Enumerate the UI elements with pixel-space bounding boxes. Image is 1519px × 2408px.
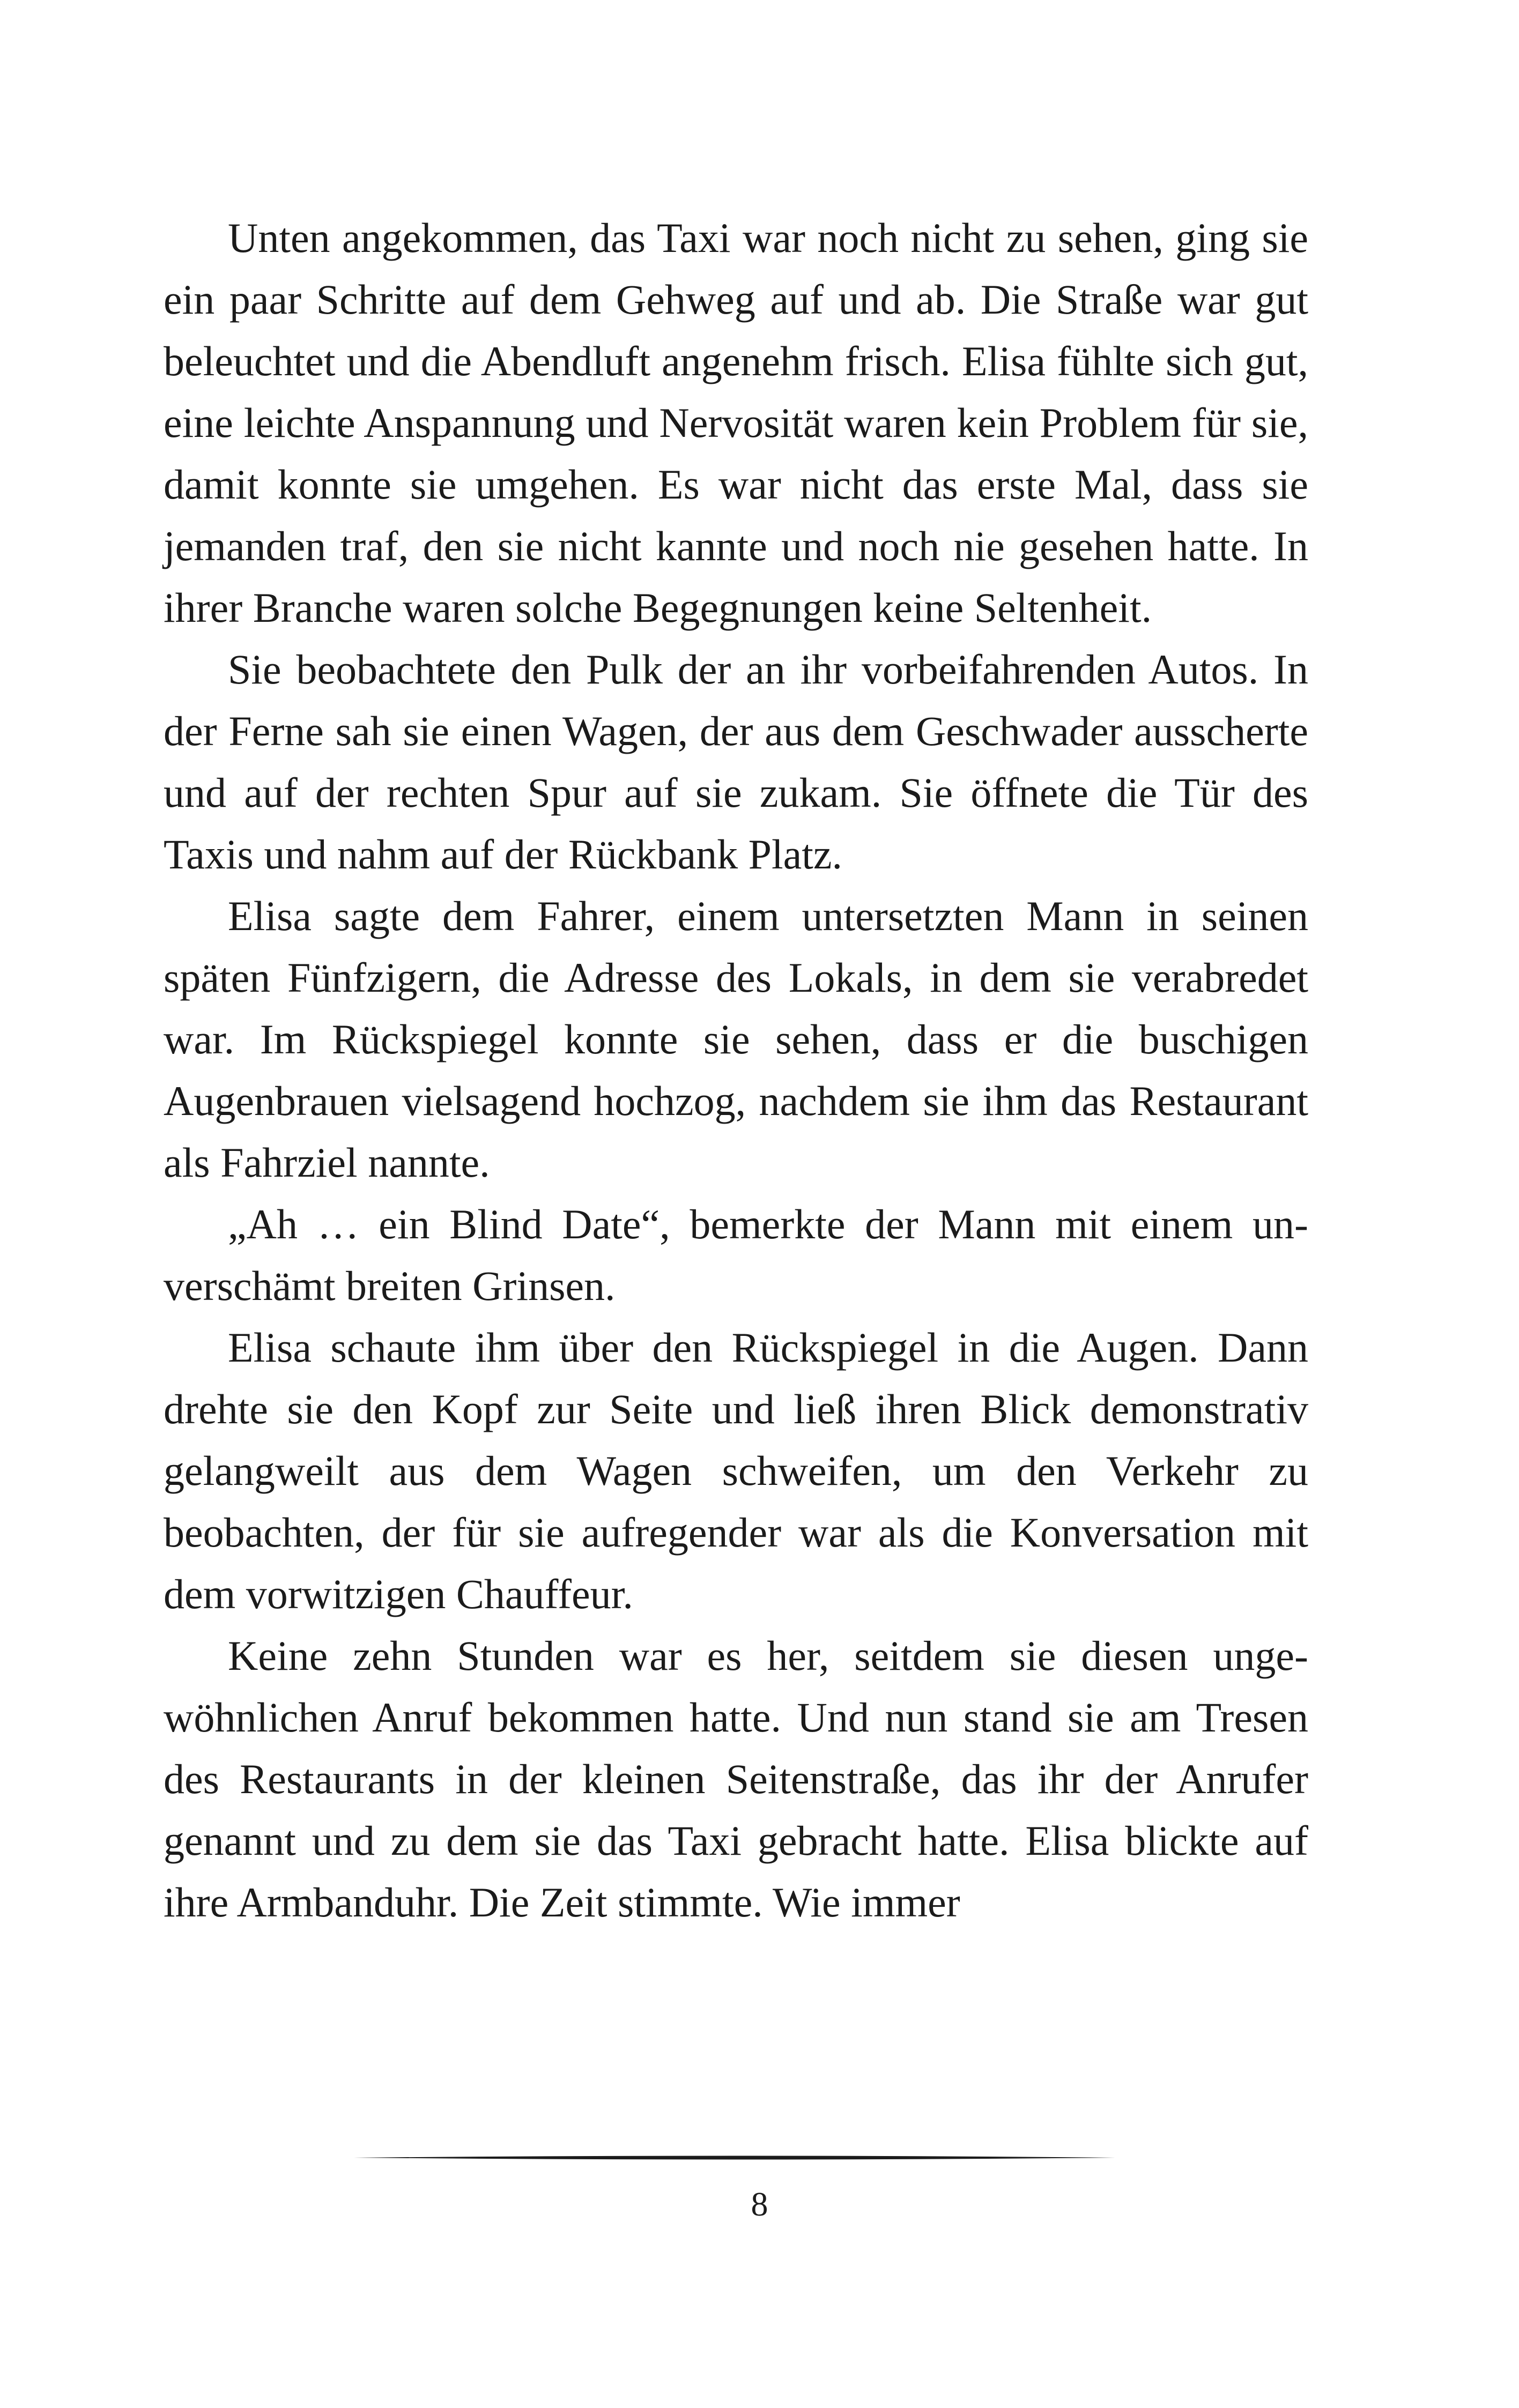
paragraph-4: „Ah … ein Blind Date“, bemerkte der Mann mit einem unverschämt breiten Grinsen. xyxy=(164,1201,1308,1309)
body-text xyxy=(164,207,1308,1933)
paragraph-5: Elisa schaute ihm über den Rückspiegel in die Augen. Dann drehte sie den Kopf zur Seite und ließ ihren Blick demonstrativ gelangweilt aus dem Wagen schweifen, um den Verkehr zu beobachten, der für sie aufregender war als die Konversation mit dem vorwitzigen Chauffeur. xyxy=(164,1324,1308,1617)
paragraph-3: Elisa sagte dem Fahrer, einem untersetzten Mann in seinen späten Fünfzigern, die Adresse des Lokals, in dem sie verabredet war. Im Rückspiegel konnte sie sehen, dass er die buschigen Augenbrauen vielsagend hochzog, nachdem sie ihm das Restaurant als Fahrziel nannte. xyxy=(164,893,1308,1186)
paragraph-2: Sie beobachtete den Pulk der an ihr vorbeifahrenden Autos. In der Ferne sah sie einen Wagen, der aus dem Geschwader ausscherte und auf der rechten Spur auf sie zukam. Sie öffnete die Tür des Taxis und nahm auf der Rückbank Platz. xyxy=(164,646,1308,878)
paragraph-1: Unten angekommen, das Taxi war noch nicht zu sehen, ging sie ein paar Schritte auf dem Gehweg auf und ab. Die Straße war gut beleuchtet und die Abendluft angenehm frisch. Elisa fühlte sich gut, eine leichte Anspannung und Nervosität waren kein Problem für sie, damit konnte sie umgehen. Es war nicht das erste Mal, dass sie jemanden traf, den sie nicht kannte und noch nie gesehen hatte. In ihrer Branche waren solche Begegnungen keine Seltenheit. xyxy=(164,214,1308,631)
paragraph-6: Keine zehn Stunden war es her, seitdem sie diesen ungewöhnlichen Anruf bekommen hatte. Und nun stand sie am Tresen des Restaurants in der kleinen Seitenstraße, das ihr der Anrufer genannt und zu dem sie das Taxi gebracht hatte. Elisa blickte auf ihre Armbanduhr. Die Zeit stimmte. Wie immer xyxy=(164,1632,1308,1926)
footer-divider xyxy=(354,2155,1115,2160)
page-number: 8 xyxy=(751,2185,768,2223)
